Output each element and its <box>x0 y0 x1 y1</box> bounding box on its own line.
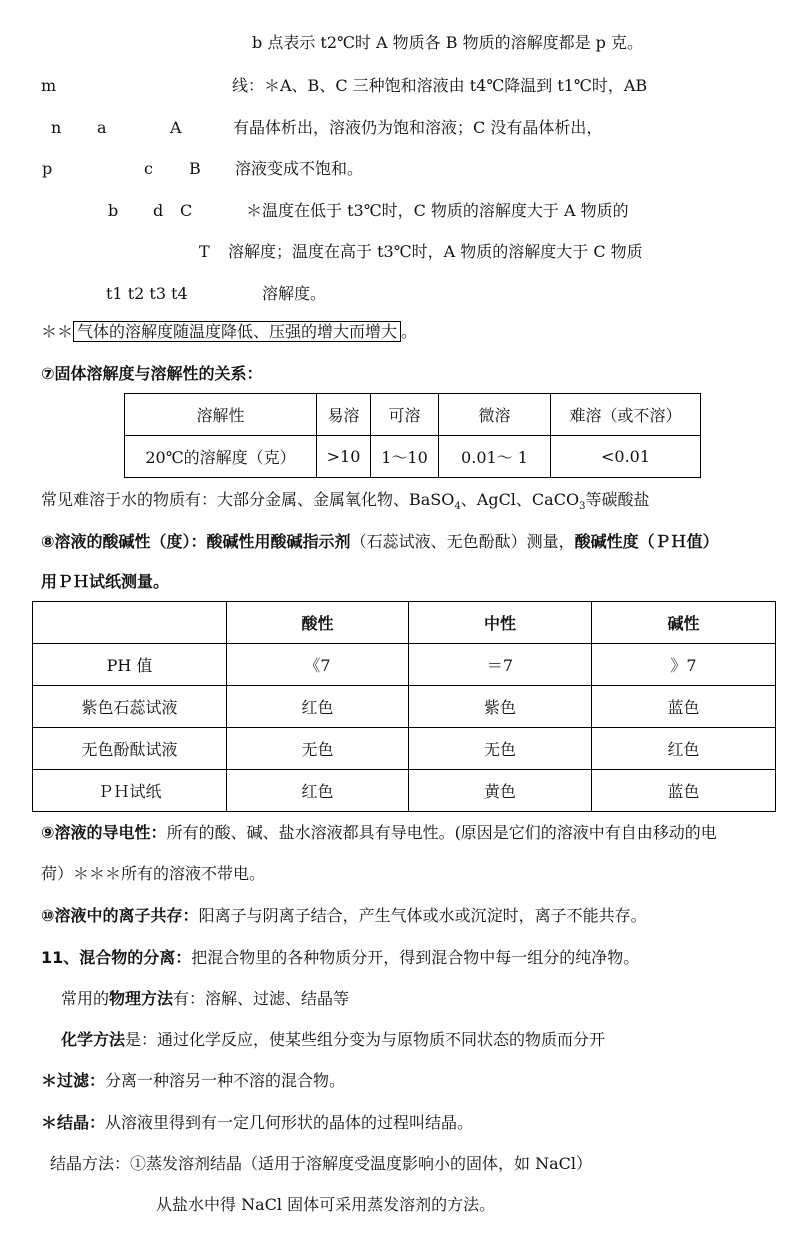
graph-note-5: ＊温度在低于 t3℃时，C 物质的溶解度大于 A 物质的 <box>246 201 629 220</box>
graph-label-a: a <box>97 118 107 137</box>
graph-label-A: A <box>170 118 182 137</box>
section-10-text: 阳离子与阴离子结合，产生气体或水或沉淀时，离子不能共存。 <box>198 906 647 925</box>
solubility-header: 微溶 <box>439 394 551 436</box>
chemical-bold: 化学方法 <box>61 1030 126 1049</box>
solubility-header: 溶解性 <box>125 394 317 436</box>
graph-note-1: b 点表示 t2℃时 A 物质各 B 物质的溶解度都是 p 克。 <box>252 33 643 52</box>
graph-note-2: 线：＊A、B、C 三种饱和溶液由 t4℃降温到 t1℃时，AB <box>232 76 648 95</box>
solubility-cell: >10 <box>317 436 371 478</box>
ph-cell: 紫色 <box>409 686 592 728</box>
ph-cell: ＰＨ试纸 <box>33 770 227 812</box>
crystallization-method: 结晶方法：①蒸发溶剂结晶（适用于溶解度受温度影响小的固体，如 NaCl） <box>50 1154 592 1173</box>
section-11 <box>41 948 639 968</box>
filtration <box>41 1071 345 1091</box>
graph-label-c: c <box>144 159 153 178</box>
section-9-cont: 荷）＊＊＊所有的溶液不带电。 <box>41 864 266 883</box>
gas-end: 。 <box>401 322 418 341</box>
ph-cell: 蓝色 <box>592 686 776 728</box>
graph-label-p: p <box>42 159 53 178</box>
section-8-normal: （石蕊试液、无色酚酞）测量， <box>350 532 575 551</box>
graph-label-T: T <box>199 242 210 261</box>
filtration-bold: ＊过滤： <box>41 1071 106 1090</box>
gas-stars: ＊＊ <box>41 322 74 341</box>
ph-cell: 黄色 <box>409 770 592 812</box>
section-9 <box>41 823 717 843</box>
insoluble-text-a: 常见难溶于水的物质有：大部分金属、金属氧化物、BaSO <box>41 490 455 509</box>
ph-cell: 红色 <box>592 728 776 770</box>
solubility-header: 易溶 <box>317 394 371 436</box>
graph-label-b: b <box>108 201 119 220</box>
crystallization-text: 从溶液里得到有一定几何形状的晶体的过程叫结晶。 <box>105 1113 474 1132</box>
chemical-post: 是：通过化学反应，使某些组分变为与原物质不同状态的物质而分开 <box>125 1030 606 1049</box>
graph-note-4: 溶液变成不饱和。 <box>235 159 364 178</box>
solubility-cell: 1～10 <box>371 436 439 478</box>
section-10-title: ⑩溶液中的离子共存： <box>41 906 199 925</box>
section-9-text: 所有的酸、碱、盐水溶液都具有导电性。(原因是它们的溶液中有自由移动的电 <box>166 823 717 842</box>
section-11-text: 把混合物里的各种物质分开，得到混合物中每一组分的纯净物。 <box>191 948 640 967</box>
chemical-methods <box>61 1030 605 1050</box>
section-7-title: ⑦固体溶解度与溶解性的关系： <box>41 364 263 383</box>
graph-label-C: C <box>180 201 193 220</box>
ph-cell: 蓝色 <box>592 770 776 812</box>
ph-header: 酸性 <box>227 602 409 644</box>
filtration-text: 分离一种溶另一种不溶的混合物。 <box>105 1071 346 1090</box>
graph-note-3: 有晶体析出，溶液仍为饱和溶液；C 没有晶体析出， <box>233 118 603 137</box>
section-10 <box>41 906 647 926</box>
ph-header: 碱性 <box>592 602 776 644</box>
solubility-header: 难溶（或不溶） <box>551 394 701 436</box>
ph-cell: 红色 <box>227 770 409 812</box>
section-11-title: 11、混合物的分离： <box>41 948 192 967</box>
ph-cell: PH 值 <box>33 644 227 686</box>
ph-cell: 》7 <box>592 644 776 686</box>
graph-label-d: d <box>153 201 164 220</box>
ph-cell: 无色酚酞试液 <box>33 728 227 770</box>
insoluble-text-b: 、AgCl、CaCO <box>460 490 580 509</box>
insoluble-substances <box>41 490 650 513</box>
graph-note-6: 溶解度；温度在高于 t3℃时，A 物质的溶解度大于 C 物质 <box>228 242 643 261</box>
section-8-cont: 用ＰＨ试纸测量。 <box>41 572 170 591</box>
section-9-title: ⑨溶液的导电性： <box>41 823 167 842</box>
physical-pre: 常用的 <box>61 989 110 1008</box>
graph-temp-labels: t1 t2 t3 t4 <box>106 284 188 303</box>
section-8-title <box>41 532 719 552</box>
physical-methods <box>61 989 349 1009</box>
graph-note-7: 溶解度。 <box>262 284 327 303</box>
ph-header <box>33 602 227 644</box>
solubility-cell: 0.01～ 1 <box>439 436 551 478</box>
solubility-header: 可溶 <box>371 394 439 436</box>
graph-label-m: m <box>41 76 57 95</box>
ph-table <box>32 601 776 812</box>
ph-cell: ＝7 <box>409 644 592 686</box>
ph-cell: 无色 <box>409 728 592 770</box>
solubility-table <box>124 393 701 478</box>
insoluble-sub-2: 3 <box>579 501 586 513</box>
solubility-cell: <0.01 <box>551 436 701 478</box>
graph-label-n: n <box>51 118 62 137</box>
salt-method: 从盐水中得 NaCl 固体可采用蒸发溶剂的方法。 <box>156 1195 496 1214</box>
insoluble-sub-1: 4 <box>454 501 461 513</box>
section-8-bold-2: 酸碱性度（ＰＨ值） <box>574 532 719 551</box>
gas-note <box>41 322 417 342</box>
ph-cell: 《7 <box>227 644 409 686</box>
physical-bold: 物理方法 <box>109 989 174 1008</box>
section-8-bold-1: ⑧溶液的酸碱性（度）：酸碱性用酸碱指示剂 <box>41 532 351 551</box>
crystallization <box>41 1113 473 1133</box>
solubility-cell: 20℃的溶解度（克） <box>125 436 317 478</box>
graph-label-B: B <box>189 159 201 178</box>
ph-cell: 红色 <box>227 686 409 728</box>
gas-boxed-text: 气体的溶解度随温度降低、压强的增大而增大 <box>73 321 401 342</box>
ph-cell: 无色 <box>227 728 409 770</box>
ph-cell: 紫色石蕊试液 <box>33 686 227 728</box>
physical-post: 有：溶解、过滤、结晶等 <box>173 989 350 1008</box>
insoluble-text-c: 等碳酸盐 <box>585 490 650 509</box>
ph-header: 中性 <box>409 602 592 644</box>
crystallization-bold: ＊结晶： <box>41 1113 106 1132</box>
